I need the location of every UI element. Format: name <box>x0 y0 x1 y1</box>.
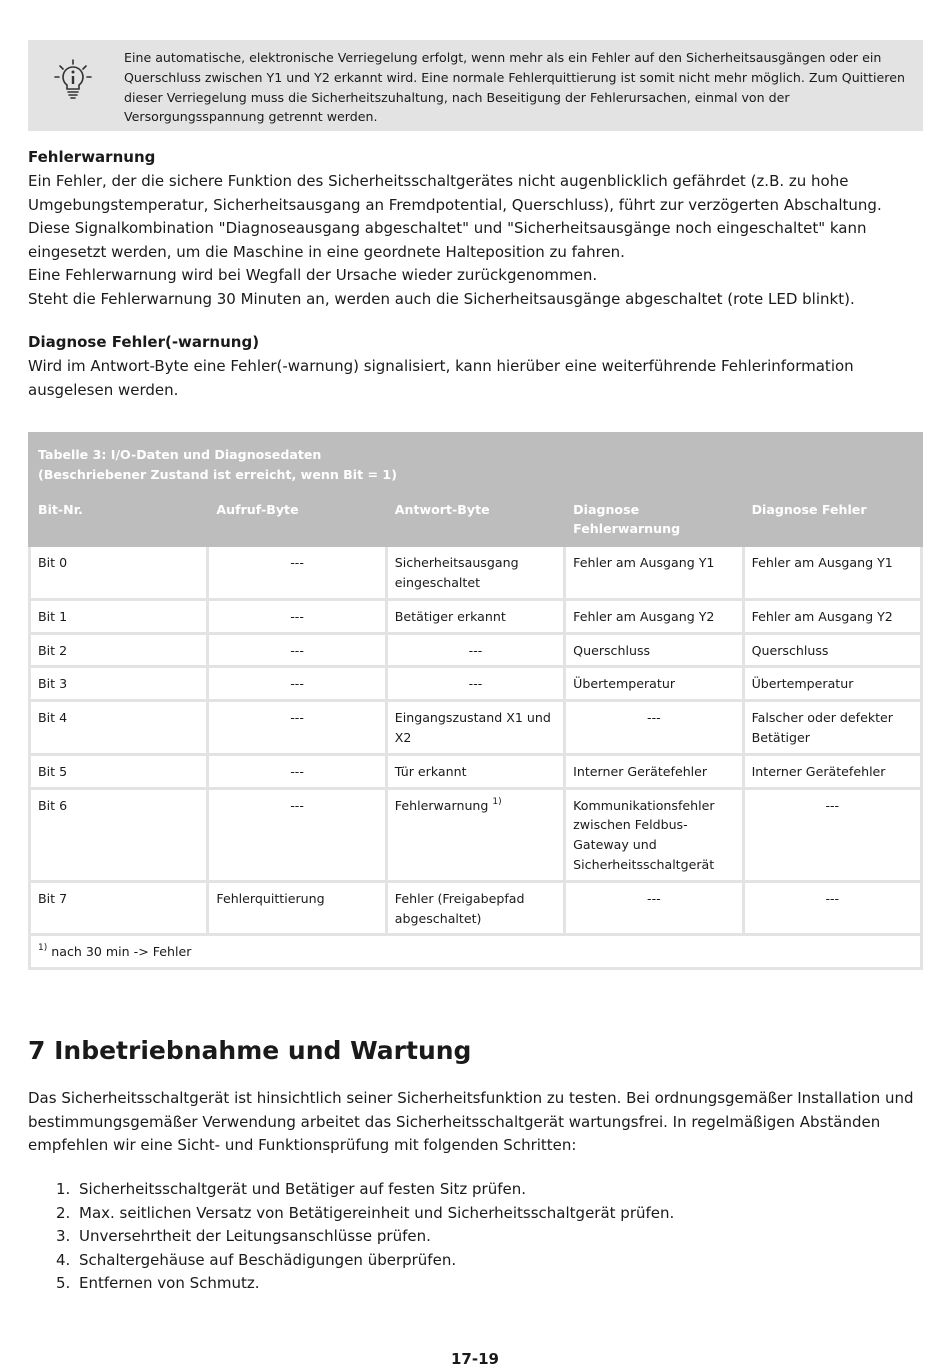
table-cell: Fehler am Ausgang Y1 <box>743 546 921 600</box>
list-item-number: 5. <box>56 1274 71 1292</box>
table-row <box>30 599 922 633</box>
table-cell: --- <box>208 754 386 788</box>
table-header-cell: Aufruf-Byte <box>208 492 386 546</box>
table-footnote-row <box>30 935 922 969</box>
table-footnote <box>30 935 922 969</box>
table-caption-subtitle: (Beschriebener Zustand ist erreicht, wenn Bit = 1) <box>38 466 397 482</box>
footnote-text: nach 30 min -> Fehler <box>51 944 192 960</box>
list-item-number: 4. <box>56 1250 71 1269</box>
list-item-number: 2. <box>56 1203 71 1222</box>
table-header-cell: Diagnose Fehlerwarnung <box>565 492 743 546</box>
table-cell: Sicherheitsausgang eingeschaltet <box>386 546 564 600</box>
table-row <box>30 788 922 881</box>
table-cell: Bit 3 <box>30 667 208 701</box>
list-item-text: Entfernen von Schmutz. <box>79 1274 260 1292</box>
table-cell: Falscher oder defekter Betätiger <box>743 701 921 755</box>
table-cell: --- <box>386 667 564 701</box>
table-cell: Querschluss <box>743 633 921 667</box>
footnote-marker: 1) <box>38 943 48 954</box>
table-row <box>30 881 922 935</box>
fehlerwarnung-line: Eine Fehlerwarnung wird bei Wegfall der Ursache wieder zurückgenommen. <box>28 266 598 284</box>
table-cell: --- <box>208 599 386 633</box>
list-item <box>28 1272 674 1296</box>
table-header-row <box>30 492 922 546</box>
list-item <box>28 1202 674 1226</box>
table-cell: Bit 7 <box>30 881 208 935</box>
table-cell-text: Fehlerwarnung <box>394 797 489 813</box>
table-row <box>30 754 922 788</box>
table-cell: --- <box>565 701 743 755</box>
table-cell: --- <box>208 546 386 600</box>
table-caption-title: Tabelle 3: I/O-Daten und Diagnosedaten <box>38 447 322 462</box>
io-diagnose-table <box>28 432 923 970</box>
table-cell: Bit 6 <box>30 788 208 881</box>
table-row <box>30 546 922 600</box>
list-item-text: Sicherheitsschaltgerät und Betätiger auf festen Sitz prüfen. <box>79 1180 527 1198</box>
list-item <box>28 1225 674 1249</box>
table-cell: --- <box>208 701 386 755</box>
table-header-cell: Bit-Nr. <box>30 492 208 546</box>
table-cell: Bit 4 <box>30 701 208 755</box>
fehlerwarnung-line: Ein Fehler, der die sichere Funktion des Sicherheitsschaltgerätes nicht augenblicklich gefährdet (z.B. zu hohe Umgebungstemperatur, Sicherheitsausgang an Fremdpotential, Querschluss), führt zur verzögerten Abschaltung. <box>28 172 882 214</box>
table-cell: --- <box>208 788 386 881</box>
table-cell: --- <box>743 788 921 881</box>
table-cell: Fehler am Ausgang Y2 <box>565 599 743 633</box>
table-cell: Fehler am Ausgang Y1 <box>565 546 743 600</box>
table-header-cell: Antwort-Byte <box>386 492 564 546</box>
fehlerwarnung-heading: Fehlerwarnung <box>28 148 156 166</box>
table-cell: --- <box>208 667 386 701</box>
table-cell: --- <box>208 633 386 667</box>
table-cell: Fehlerquittierung <box>208 881 386 935</box>
diagnose-text: Wird im Antwort-Byte eine Fehler(-warnung) signalisiert, kann hierüber eine weiterführende Fehlerinformation ausgelesen werden. <box>28 357 854 399</box>
table-cell: Kommunikationsfehler zwischen Feldbus-Gateway und Sicherheitsschaltgerät <box>565 788 743 881</box>
table-cell: --- <box>743 881 921 935</box>
fehlerwarnung-line: Diese Signalkombination "Diagnoseausgang abgeschaltet" und "Sicherheitsausgänge noch eingeschaltet" kann eingesetzt werden, um die Maschine in eine geordnete Halteposition zu fahren. <box>28 219 867 261</box>
table-cell: Interner Gerätefehler <box>743 754 921 788</box>
table-header-cell: Diagnose Fehler <box>743 492 921 546</box>
list-item <box>28 1178 674 1202</box>
table-cell: Fehler am Ausgang Y2 <box>743 599 921 633</box>
table-cell: --- <box>386 633 564 667</box>
maintenance-steps-list <box>28 1178 674 1296</box>
list-item-text: Unversehrtheit der Leitungsanschlüsse prüfen. <box>79 1227 431 1245</box>
footnote-marker: 1) <box>492 796 502 807</box>
table-cell: Bit 1 <box>30 599 208 633</box>
table-row <box>30 633 922 667</box>
table-caption <box>30 434 922 493</box>
lightbulb-info-icon <box>52 58 94 100</box>
page-number: 17-19 <box>451 1350 499 1368</box>
table-cell: Fehler (Freigabepfad abgeschaltet) <box>386 881 564 935</box>
list-item-number: 3. <box>56 1227 71 1245</box>
list-item <box>28 1249 674 1273</box>
table-cell: Übertemperatur <box>743 667 921 701</box>
table-cell: Bit 2 <box>30 633 208 667</box>
table-row <box>30 701 922 755</box>
list-item-number: 1. <box>56 1180 71 1198</box>
fehlerwarnung-line: Steht die Fehlerwarnung 30 Minuten an, werden auch die Sicherheitsausgänge abgeschaltet (rote LED blinkt). <box>28 289 855 308</box>
table-row <box>30 667 922 701</box>
table-cell: Bit 0 <box>30 546 208 600</box>
table-cell: Betätiger erkannt <box>386 599 564 633</box>
table-cell: Tür erkannt <box>386 754 564 788</box>
list-item-text: Max. seitlichen Versatz von Betätigereinheit und Sicherheitsschaltgerät prüfen. <box>79 1203 675 1222</box>
table-cell: Übertemperatur <box>565 667 743 701</box>
info-note-text: Eine automatische, elektronische Verriegelung erfolgt, wenn mehr als ein Fehler auf den Sicherheitsausgängen oder ein Querschluss zwischen Y1 und Y2 erkannt wird. Eine normale Fehlerquittierung ist somit nicht mehr möglich. Zum Quittieren dieser Verriegelung muss die Sicherheitszuhaltung, nach Beseitigung der Fehlerursachen, einmal von der Versorgungsspannung getrennt werden. <box>124 50 905 125</box>
table-cell: Bit 5 <box>30 754 208 788</box>
list-item-text: Schaltergehäuse auf Beschädigungen überprüfen. <box>79 1250 457 1269</box>
table-cell: Eingangszustand X1 und X2 <box>386 701 564 755</box>
table-caption-row <box>30 434 922 493</box>
table-cell: Querschluss <box>565 633 743 667</box>
section-intro: Das Sicherheitsschaltgerät ist hinsichtlich seiner Sicherheitsfunktion zu testen. Bei ordnungsgemäßer Installation und bestimmungsgemäßer Verwendung arbeitet das Sicherheitsschaltgerät wartungsfrei. In regelmäßigen Abständen empfehlen wir eine Sicht- und Funktionsprüfung mit folgenden Schritten: <box>28 1089 914 1154</box>
table-cell <box>386 788 564 881</box>
diagnose-heading: Diagnose Fehler(-warnung) <box>28 333 260 351</box>
table-cell: Interner Gerätefehler <box>565 754 743 788</box>
section-title: 7 Inbetriebnahme und Wartung <box>28 1036 472 1065</box>
fehlerwarnung-body <box>28 170 928 311</box>
table-cell: --- <box>565 881 743 935</box>
